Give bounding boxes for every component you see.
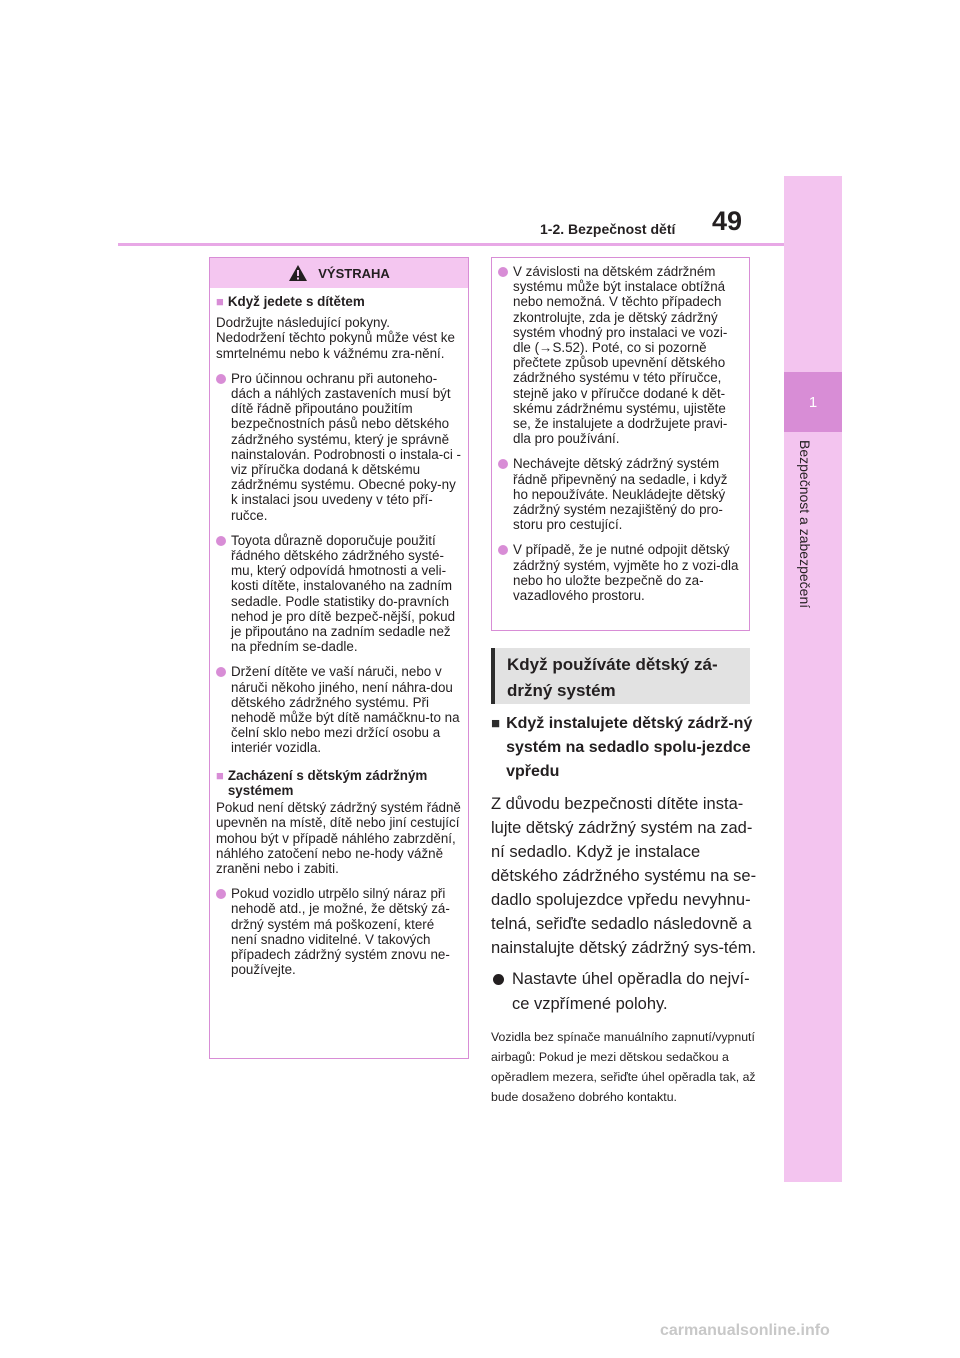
warning-subheading-1: ■ Když jedete s dítětem xyxy=(216,294,365,309)
warning-bullet: V případě, že je nutné odpojit dětský zádržný systém, vyjměte ho z vozi-dla nebo ho uložte bezpečně do za-vazadlového prostoru. xyxy=(498,542,743,603)
warning-bullet: Pro účinnou ochranu při autoneho-dách a náhlých zastaveních musí být dítě řádně připoutáno použitím bezpečnostních pásů nebo dětského zádržného systému, který je správně nainstalován. Podrobnosti o instala-ci - viz příručka dodaná k dětskému zádržnému systému. Obecné poky-ny k instalaci jsou uvedeny v této pří-ručce. xyxy=(216,371,462,523)
main-column xyxy=(491,712,759,1107)
warning-title: VÝSTRAHA xyxy=(318,265,390,281)
warning-bullet: Pokud vozidlo utrpělo silný náraz při nehodě atd., je možné, že dětský zá-držný systém má poškození, které není snadno viditelné. V takových případech zádržný systém znovu ne-používejte. xyxy=(216,886,462,977)
warning-bullet: Držení dítěte ve vaší náruči, nebo v náruči někoho jiného, není náhra-dou dětského zádržného systému. Při nehodě může být dítě namáčknu-to na čelní sklo nebo mezi držící osobu a interiér vozidla. xyxy=(216,664,462,755)
warning-bullet: Nechávejte dětský zádržný systém řádně připevněný na sedadle, i když ho nepoužíváte. Neukládejte dětský zádržný systém nezajištěný do pro-storu pro cestující. xyxy=(498,456,743,532)
warning-text-1: Dodržujte následující pokyny. Nedodržení těchto pokynů může vést ke smrtelnému nebo k vážnému zra-nění. xyxy=(216,315,455,361)
warning-continuation-box xyxy=(491,257,750,631)
chapter-side-tab xyxy=(784,176,842,1182)
bullet-dot-icon xyxy=(498,267,508,277)
bullet-dot-icon xyxy=(216,889,226,899)
section-label: 1-2. Bezpečnost dětí xyxy=(540,221,676,237)
main-bullet: Nastavte úhel opěradla do nejví-ce vzpřímené polohy. xyxy=(491,967,759,1017)
bullet-dot-icon xyxy=(216,536,226,546)
warning-subheading-2: ■ Zacházení s dětským zádržným systémem xyxy=(216,767,428,798)
chapter-number: 1 xyxy=(784,372,842,432)
warning-bullet: V závislosti na dětském zádržném systému může být instalace obtížná nebo nemožná. V těchto případech zkontrolujte, zda je dětský zádržný systém vhodný pro instalaci ve vozi-dle (→S.52). Poté, co si pozorně přečtete způsob upevnění dětského zádržného systému v této příručce, stejně jako v příručce dodané k dět-skému zádržnému systému, ujistěte se, že instalujete a dodržujete pravi-dla pro používání. xyxy=(498,264,743,446)
warning-header xyxy=(210,258,468,288)
bullet-dot-icon xyxy=(216,667,226,677)
bullet-dot-icon xyxy=(498,459,508,469)
bullet-dot-icon xyxy=(216,374,226,384)
main-paragraph: Z důvodu bezpečnosti dítěte insta-lujte dětský zádržný systém na zad-ní sedadlo. Když je instalace dětského zádržného systému na se-dadlo spolujezdce vpředu nevyhnu-telná, seřiďte sedadlo následovně a nainstalujte dětský zádržný sys-tém. xyxy=(491,795,757,957)
header-rule xyxy=(118,243,784,246)
warning-text-2: Pokud není dětský zádržný systém řádně upevněn na místě, dítě nebo jiní cestující mohou být v případě náhlého zabrzdění, náhlého zatočení nebo ne-hody vážně zraněni nebo i zabiti. xyxy=(216,800,461,876)
square-bullet-icon: ■ xyxy=(491,715,501,732)
footer-watermark: carmanualsonline.info xyxy=(660,1322,830,1339)
main-note: Vozidla bez spínače manuálního zapnutí/vypnutí airbagů: Pokud je mezi dětskou sedačkou a opěradlem mezera, seřiďte úhel opěradla tak, až bude dosaženo dobrého kontaktu. xyxy=(491,1030,756,1104)
warning-triangle-icon xyxy=(288,264,308,282)
warning-box xyxy=(209,257,469,1059)
page-number: 49 xyxy=(712,206,743,236)
bullet-dot-icon xyxy=(493,974,504,985)
section-title: Když používáte dětský zá-držný systém xyxy=(491,648,750,704)
bullet-dot-icon xyxy=(498,545,508,555)
warning-bullet: Toyota důrazně doporučuje použití řádného dětského zádržného systé-mu, který odpovídá hmotnosti a veli-kosti dítěte, instalovaného na zadním sedadle. Podle statistiky do-pravních nehod je pro dítě bezpeč-nější, pokud je připoutáno na zadním sedadle než na předním se-dadle. xyxy=(216,533,462,655)
main-subheading: ■ Když instalujete dětský zádrž-ný systém na sedadlo spolu-jezdce vpředu xyxy=(491,712,759,784)
chapter-title: Bezpečnost a zabezpečení xyxy=(797,440,813,609)
square-bullet-icon: ■ xyxy=(216,294,224,309)
square-bullet-icon: ■ xyxy=(216,767,224,783)
